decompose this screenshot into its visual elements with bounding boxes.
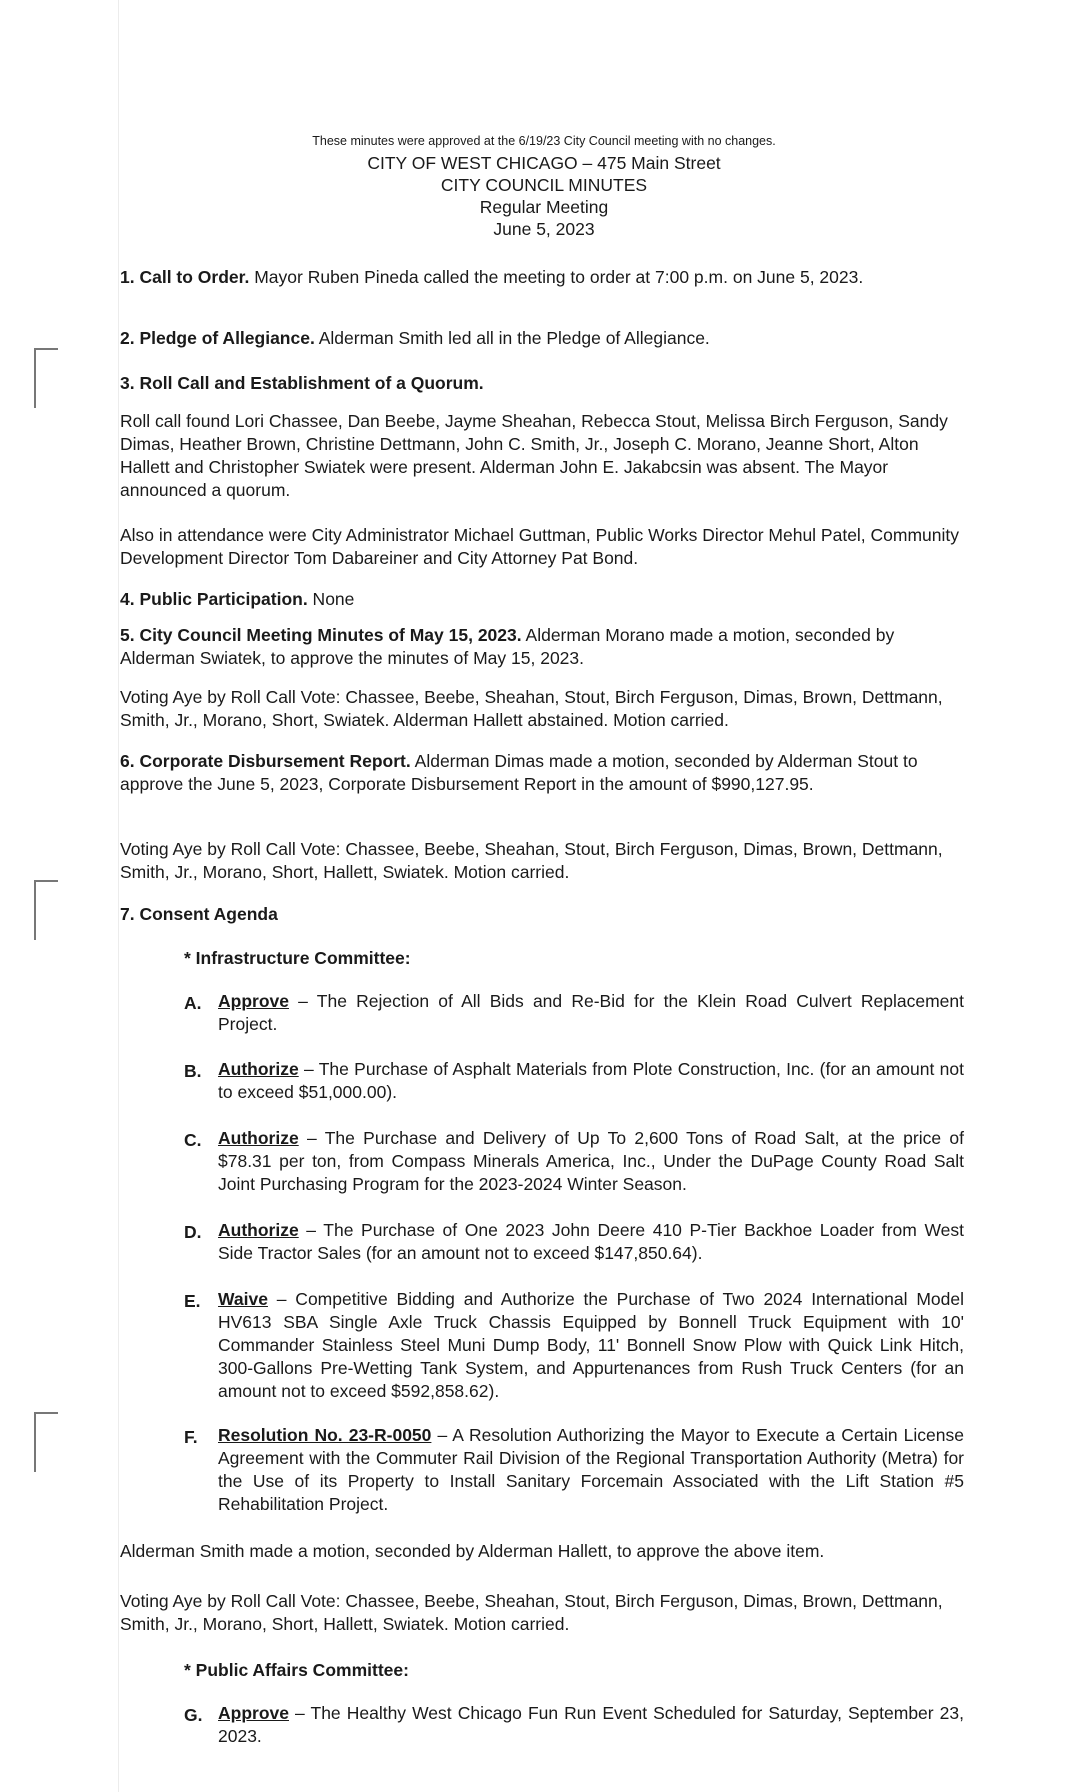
item-description: – The Healthy West Chicago Fun Run Event Scheduled for Saturday, September 23, 2023. xyxy=(218,1703,964,1746)
item-action: Authorize xyxy=(218,1220,299,1240)
section-title: 2. Pledge of Allegiance. xyxy=(120,328,315,348)
item-action: Approve xyxy=(218,991,289,1011)
item-letter: C. xyxy=(184,1130,202,1150)
vote-paragraph: Voting Aye by Roll Call Vote: Chassee, Beebe, Sheahan, Stout, Birch Ferguson, Dimas, Brown, Dettmann, Smith, Jr., Morano, Short, Swiatek. Alderman Hallett abstained. Motion carried. xyxy=(120,687,943,730)
item-action: Authorize xyxy=(218,1059,299,1079)
vote-paragraph: Voting Aye by Roll Call Vote: Chassee, Beebe, Sheahan, Stout, Birch Ferguson, Dimas, Brown, Dettmann, Smith, Jr., Morano, Short, Hallett, Swiatek. Motion carried. xyxy=(120,1591,943,1634)
item-description: – The Purchase of One 2023 John Deere 410 P-Tier Backhoe Loader from West Side Tractor Sales (for an amount not to exceed $147,850.64). xyxy=(218,1220,964,1263)
section-body: Alderman Morano made a motion, seconded by Alderman Swiatek, to approve the minutes of May 15, 2023. xyxy=(120,625,895,668)
approval-note: These minutes were approved at the 6/19/23 City Council meeting with no changes. xyxy=(312,134,776,148)
item-letter: A. xyxy=(184,993,202,1013)
meeting-type: Regular Meeting xyxy=(479,197,609,217)
item-letter: D. xyxy=(184,1222,202,1242)
item-letter: G. xyxy=(184,1705,203,1725)
infrastructure-committee-heading: * Infrastructure Committee: xyxy=(184,948,411,968)
item-action: Resolution No. 23-R-0050 xyxy=(218,1425,432,1445)
city-header: CITY OF WEST CHICAGO – 475 Main Street xyxy=(367,153,721,173)
section-title: 5. City Council Meeting Minutes of May 15, 2023. xyxy=(120,625,522,645)
agenda-item xyxy=(184,1219,964,1265)
section-title: 6. Corporate Disbursement Report. xyxy=(120,751,411,771)
vote-paragraph: Voting Aye by Roll Call Vote: Chassee, Beebe, Sheahan, Stout, Birch Ferguson, Dimas, Brown, Dettmann, Smith, Jr., Morano, Short, Hallett, Swiatek. Motion carried. xyxy=(120,839,943,882)
item-description: – The Purchase of Asphalt Materials from Plote Construction, Inc. (for an amount not to exceed $51,000.00). xyxy=(218,1059,964,1102)
section-body: Mayor Ruben Pineda called the meeting to order at 7:00 p.m. on June 5, 2023. xyxy=(249,267,864,287)
section-body: Alderman Smith led all in the Pledge of Allegiance. xyxy=(314,328,710,348)
item-action: Authorize xyxy=(218,1128,299,1148)
agenda-item xyxy=(184,1288,964,1403)
agenda-item xyxy=(184,1424,964,1516)
scan-edge-line xyxy=(118,0,119,1792)
public-affairs-committee-heading: * Public Affairs Committee: xyxy=(184,1660,409,1680)
section-minutes-approval xyxy=(120,624,960,670)
roll-call-paragraph: Roll call found Lori Chassee, Dan Beebe, Jayme Sheahan, Rebecca Stout, Melissa Birch Ferguson, Sandy Dimas, Heather Brown, Christine Dettmann, John C. Smith, Jr., Joseph C. Morano, Jeanne Short, Alton Hallett and Christopher Swiatek were present. Alderman John E. Jakabcsin was absent. The Mayor announced a quorum. xyxy=(120,411,948,500)
section-body: Alderman Dimas made a motion, seconded by Alderman Stout to approve the June 5, 2023, Corporate Disbursement Report in the amount of $990,127.95. xyxy=(120,751,918,794)
document-title: CITY COUNCIL MINUTES xyxy=(440,175,648,195)
section-roll-call xyxy=(120,372,960,395)
section-public-participation xyxy=(120,588,960,611)
section-disbursement-report xyxy=(120,750,960,796)
meeting-date: June 5, 2023 xyxy=(493,219,595,239)
hole-punch-mark xyxy=(34,880,58,940)
section-consent-agenda xyxy=(120,903,960,926)
section-body: None xyxy=(307,589,355,609)
attendance-paragraph: Also in attendance were City Administrator Michael Guttman, Public Works Director Mehul Patel, Community Development Director Tom Dabareiner and City Attorney Pat Bond. xyxy=(120,525,960,568)
hole-punch-mark xyxy=(34,348,58,408)
section-title: 1. Call to Order. xyxy=(120,267,250,287)
agenda-item xyxy=(184,1702,964,1748)
item-description: – A Resolution Authorizing the Mayor to Execute a Certain License Agreement with the Commuter Rail Division of the Regional Transportation Authority (Metra) for the Use of its Property to Install Sanitary Forcemain Associated with the Lift Station #5 Rehabilitation Project. xyxy=(218,1425,964,1514)
agenda-item xyxy=(184,1058,964,1104)
item-letter: E. xyxy=(184,1291,201,1311)
section-title: 7. Consent Agenda xyxy=(120,904,278,924)
item-action: Approve xyxy=(218,1703,289,1723)
item-action: Waive xyxy=(218,1289,268,1309)
agenda-item xyxy=(184,990,964,1036)
hole-punch-mark xyxy=(34,1412,58,1472)
motion-paragraph: Alderman Smith made a motion, seconded by Alderman Hallett, to approve the above item. xyxy=(120,1541,825,1561)
item-description: – Competitive Bidding and Authorize the Purchase of Two 2024 International Model HV613 SBA Single Axle Truck Chassis Equipped by Bonnell Truck Equipment with 10' Commander Stainless Steel Muni Dump Body, 11' Bonnell Snow Plow with Quick Link Hitch, 300-Gallons Pre-Wetting Tank System, and Appurtenances from Rush Truck Centers (for an amount not to exceed $592,858.62). xyxy=(218,1289,964,1401)
agenda-item xyxy=(184,1127,964,1196)
item-letter: F. xyxy=(184,1427,198,1447)
section-call-to-order xyxy=(120,266,960,289)
item-description: – The Rejection of All Bids and Re-Bid for the Klein Road Culvert Replacement Project. xyxy=(218,991,964,1034)
section-title: 4. Public Participation. xyxy=(120,589,308,609)
item-letter: B. xyxy=(184,1061,202,1081)
section-title: 3. Roll Call and Establishment of a Quorum. xyxy=(120,373,484,393)
item-description: – The Purchase and Delivery of Up To 2,600 Tons of Road Salt, at the price of $78.31 per ton, from Compass Minerals America, Inc., Under the DuPage County Road Salt Joint Purchasing Program for the 2023-2024 Winter Season. xyxy=(218,1128,964,1194)
section-pledge xyxy=(120,327,960,350)
